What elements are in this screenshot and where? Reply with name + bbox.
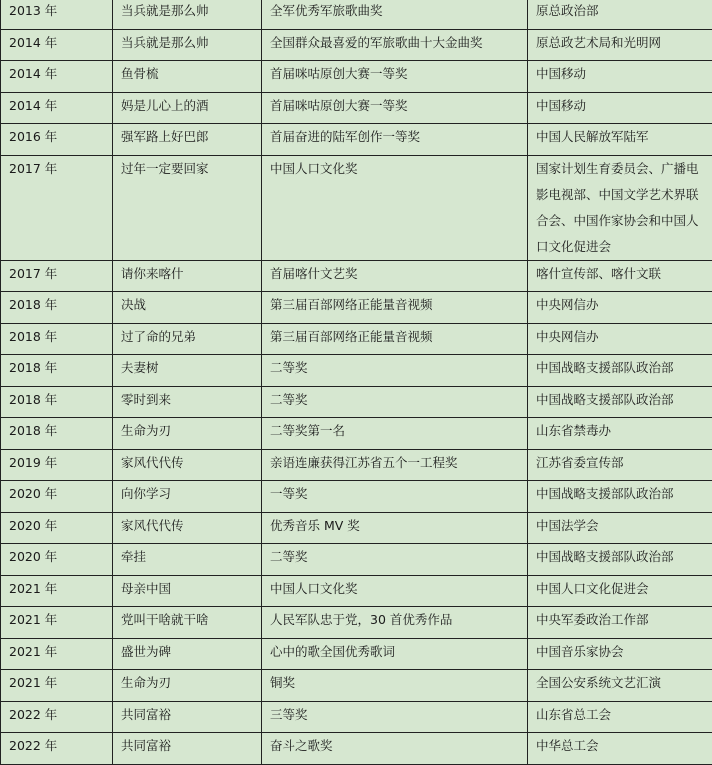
- year-cell: 2021 年: [1, 638, 113, 670]
- award-cell: 首届咪咕原创大赛一等奖: [262, 92, 528, 124]
- award-cell: 全国群众最喜爱的军旅歌曲十大金曲奖: [262, 29, 528, 61]
- award-cell: 铜奖: [262, 670, 528, 702]
- organization-cell: 喀什宣传部、喀什文联: [528, 260, 712, 292]
- organization-cell: 中华总工会: [528, 733, 712, 765]
- award-cell: 首届喀什文艺奖: [262, 260, 528, 292]
- table-row: [1, 512, 712, 544]
- organization-cell: 国家计划生育委员会、广播电影电视部、中国文学艺术界联合会、中国作家协会和中国人口文化促进会: [528, 155, 712, 260]
- award-cell: 优秀音乐 MV 奖: [262, 512, 528, 544]
- year-cell: 2022 年: [1, 733, 113, 765]
- year-cell: 2021 年: [1, 607, 113, 639]
- table-row: [1, 155, 712, 260]
- award-cell: 第三届百部网络正能量音视频: [262, 323, 528, 355]
- organization-cell: 原总政治部: [528, 0, 712, 29]
- song-title-cell: 鱼骨梳: [113, 61, 262, 93]
- year-cell: 2020 年: [1, 481, 113, 513]
- year-cell: 2018 年: [1, 355, 113, 387]
- song-title-cell: 共同富裕: [113, 701, 262, 733]
- award-cell: 中国人口文化奖: [262, 155, 528, 260]
- song-title-cell: 过了命的兄弟: [113, 323, 262, 355]
- table-row: [1, 386, 712, 418]
- award-cell: 二等奖: [262, 544, 528, 576]
- year-cell: 2022 年: [1, 701, 113, 733]
- organization-cell: 中国战略支援部队政治部: [528, 544, 712, 576]
- table-row: [1, 544, 712, 576]
- table-row: [1, 449, 712, 481]
- organization-cell: 中国战略支援部队政治部: [528, 386, 712, 418]
- song-title-cell: 决战: [113, 292, 262, 324]
- award-cell: 奋斗之歌奖: [262, 733, 528, 765]
- song-title-cell: 妈是儿心上的酒: [113, 92, 262, 124]
- table-row: [1, 0, 712, 29]
- year-cell: 2018 年: [1, 418, 113, 450]
- organization-cell: 中国音乐家协会: [528, 638, 712, 670]
- song-title-cell: 母亲中国: [113, 575, 262, 607]
- song-title-cell: 请你来喀什: [113, 260, 262, 292]
- year-cell: 2017 年: [1, 260, 113, 292]
- song-title-cell: 牵挂: [113, 544, 262, 576]
- table-row: [1, 29, 712, 61]
- song-title-cell: 零时到来: [113, 386, 262, 418]
- award-cell: 心中的歌全国优秀歌词: [262, 638, 528, 670]
- year-cell: 2021 年: [1, 670, 113, 702]
- award-cell: 首届奋进的陆军创作一等奖: [262, 124, 528, 156]
- organization-cell: 原总政艺术局和光明网: [528, 29, 712, 61]
- organization-cell: 江苏省委宣传部: [528, 449, 712, 481]
- award-cell: 全军优秀军旅歌曲奖: [262, 0, 528, 29]
- song-title-cell: 当兵就是那么帅: [113, 29, 262, 61]
- year-cell: 2019 年: [1, 449, 113, 481]
- song-title-cell: 党叫干啥就干啥: [113, 607, 262, 639]
- table-row: [1, 701, 712, 733]
- awards-table-body: [1, 0, 712, 764]
- table-row: [1, 638, 712, 670]
- song-title-cell: 强军路上好巴郎: [113, 124, 262, 156]
- table-row: [1, 323, 712, 355]
- year-cell: 2014 年: [1, 61, 113, 93]
- organization-cell: 中国人口文化促进会: [528, 575, 712, 607]
- award-cell: 首届咪咕原创大赛一等奖: [262, 61, 528, 93]
- organization-cell: 全国公安系统文艺汇演: [528, 670, 712, 702]
- year-cell: 2016 年: [1, 124, 113, 156]
- organization-cell: 山东省总工会: [528, 701, 712, 733]
- organization-cell: 中国人民解放军陆军: [528, 124, 712, 156]
- award-cell: 第三届百部网络正能量音视频: [262, 292, 528, 324]
- award-cell: 一等奖: [262, 481, 528, 513]
- organization-cell: 中央军委政治工作部: [528, 607, 712, 639]
- organization-cell: 中国移动: [528, 92, 712, 124]
- year-cell: 2014 年: [1, 92, 113, 124]
- organization-cell: 中国战略支援部队政治部: [528, 481, 712, 513]
- year-cell: 2014 年: [1, 29, 113, 61]
- table-row: [1, 481, 712, 513]
- song-title-cell: 共同富裕: [113, 733, 262, 765]
- song-title-cell: 家风代代传: [113, 449, 262, 481]
- organization-cell: 中央网信办: [528, 292, 712, 324]
- organization-cell: 山东省禁毒办: [528, 418, 712, 450]
- award-cell: 人民军队忠于党，30 首优秀作品: [262, 607, 528, 639]
- song-title-cell: 向你学习: [113, 481, 262, 513]
- award-cell: 二等奖第一名: [262, 418, 528, 450]
- year-cell: 2018 年: [1, 386, 113, 418]
- year-cell: 2018 年: [1, 292, 113, 324]
- song-title-cell: 家风代代传: [113, 512, 262, 544]
- year-cell: 2013 年: [1, 0, 113, 29]
- table-row: [1, 670, 712, 702]
- song-title-cell: 夫妻树: [113, 355, 262, 387]
- song-title-cell: 过年一定要回家: [113, 155, 262, 260]
- award-cell: 亲语连廉获得江苏省五个一工程奖: [262, 449, 528, 481]
- table-row: [1, 355, 712, 387]
- award-cell: 二等奖: [262, 386, 528, 418]
- year-cell: 2017 年: [1, 155, 113, 260]
- organization-cell: 中央网信办: [528, 323, 712, 355]
- year-cell: 2018 年: [1, 323, 113, 355]
- table-row: [1, 61, 712, 93]
- year-cell: 2020 年: [1, 544, 113, 576]
- organization-cell: 中国法学会: [528, 512, 712, 544]
- table-row: [1, 607, 712, 639]
- table-row: [1, 292, 712, 324]
- table-row: [1, 733, 712, 765]
- award-cell: 中国人口文化奖: [262, 575, 528, 607]
- song-title-cell: 生命为刃: [113, 670, 262, 702]
- table-row: [1, 260, 712, 292]
- year-cell: 2021 年: [1, 575, 113, 607]
- song-title-cell: 当兵就是那么帅: [113, 0, 262, 29]
- song-title-cell: 盛世为碑: [113, 638, 262, 670]
- table-row: [1, 92, 712, 124]
- table-row: [1, 124, 712, 156]
- organization-cell: 中国战略支援部队政治部: [528, 355, 712, 387]
- song-title-cell: 生命为刃: [113, 418, 262, 450]
- organization-cell: 中国移动: [528, 61, 712, 93]
- year-cell: 2020 年: [1, 512, 113, 544]
- table-row: [1, 418, 712, 450]
- table-row: [1, 575, 712, 607]
- award-cell: 三等奖: [262, 701, 528, 733]
- award-cell: 二等奖: [262, 355, 528, 387]
